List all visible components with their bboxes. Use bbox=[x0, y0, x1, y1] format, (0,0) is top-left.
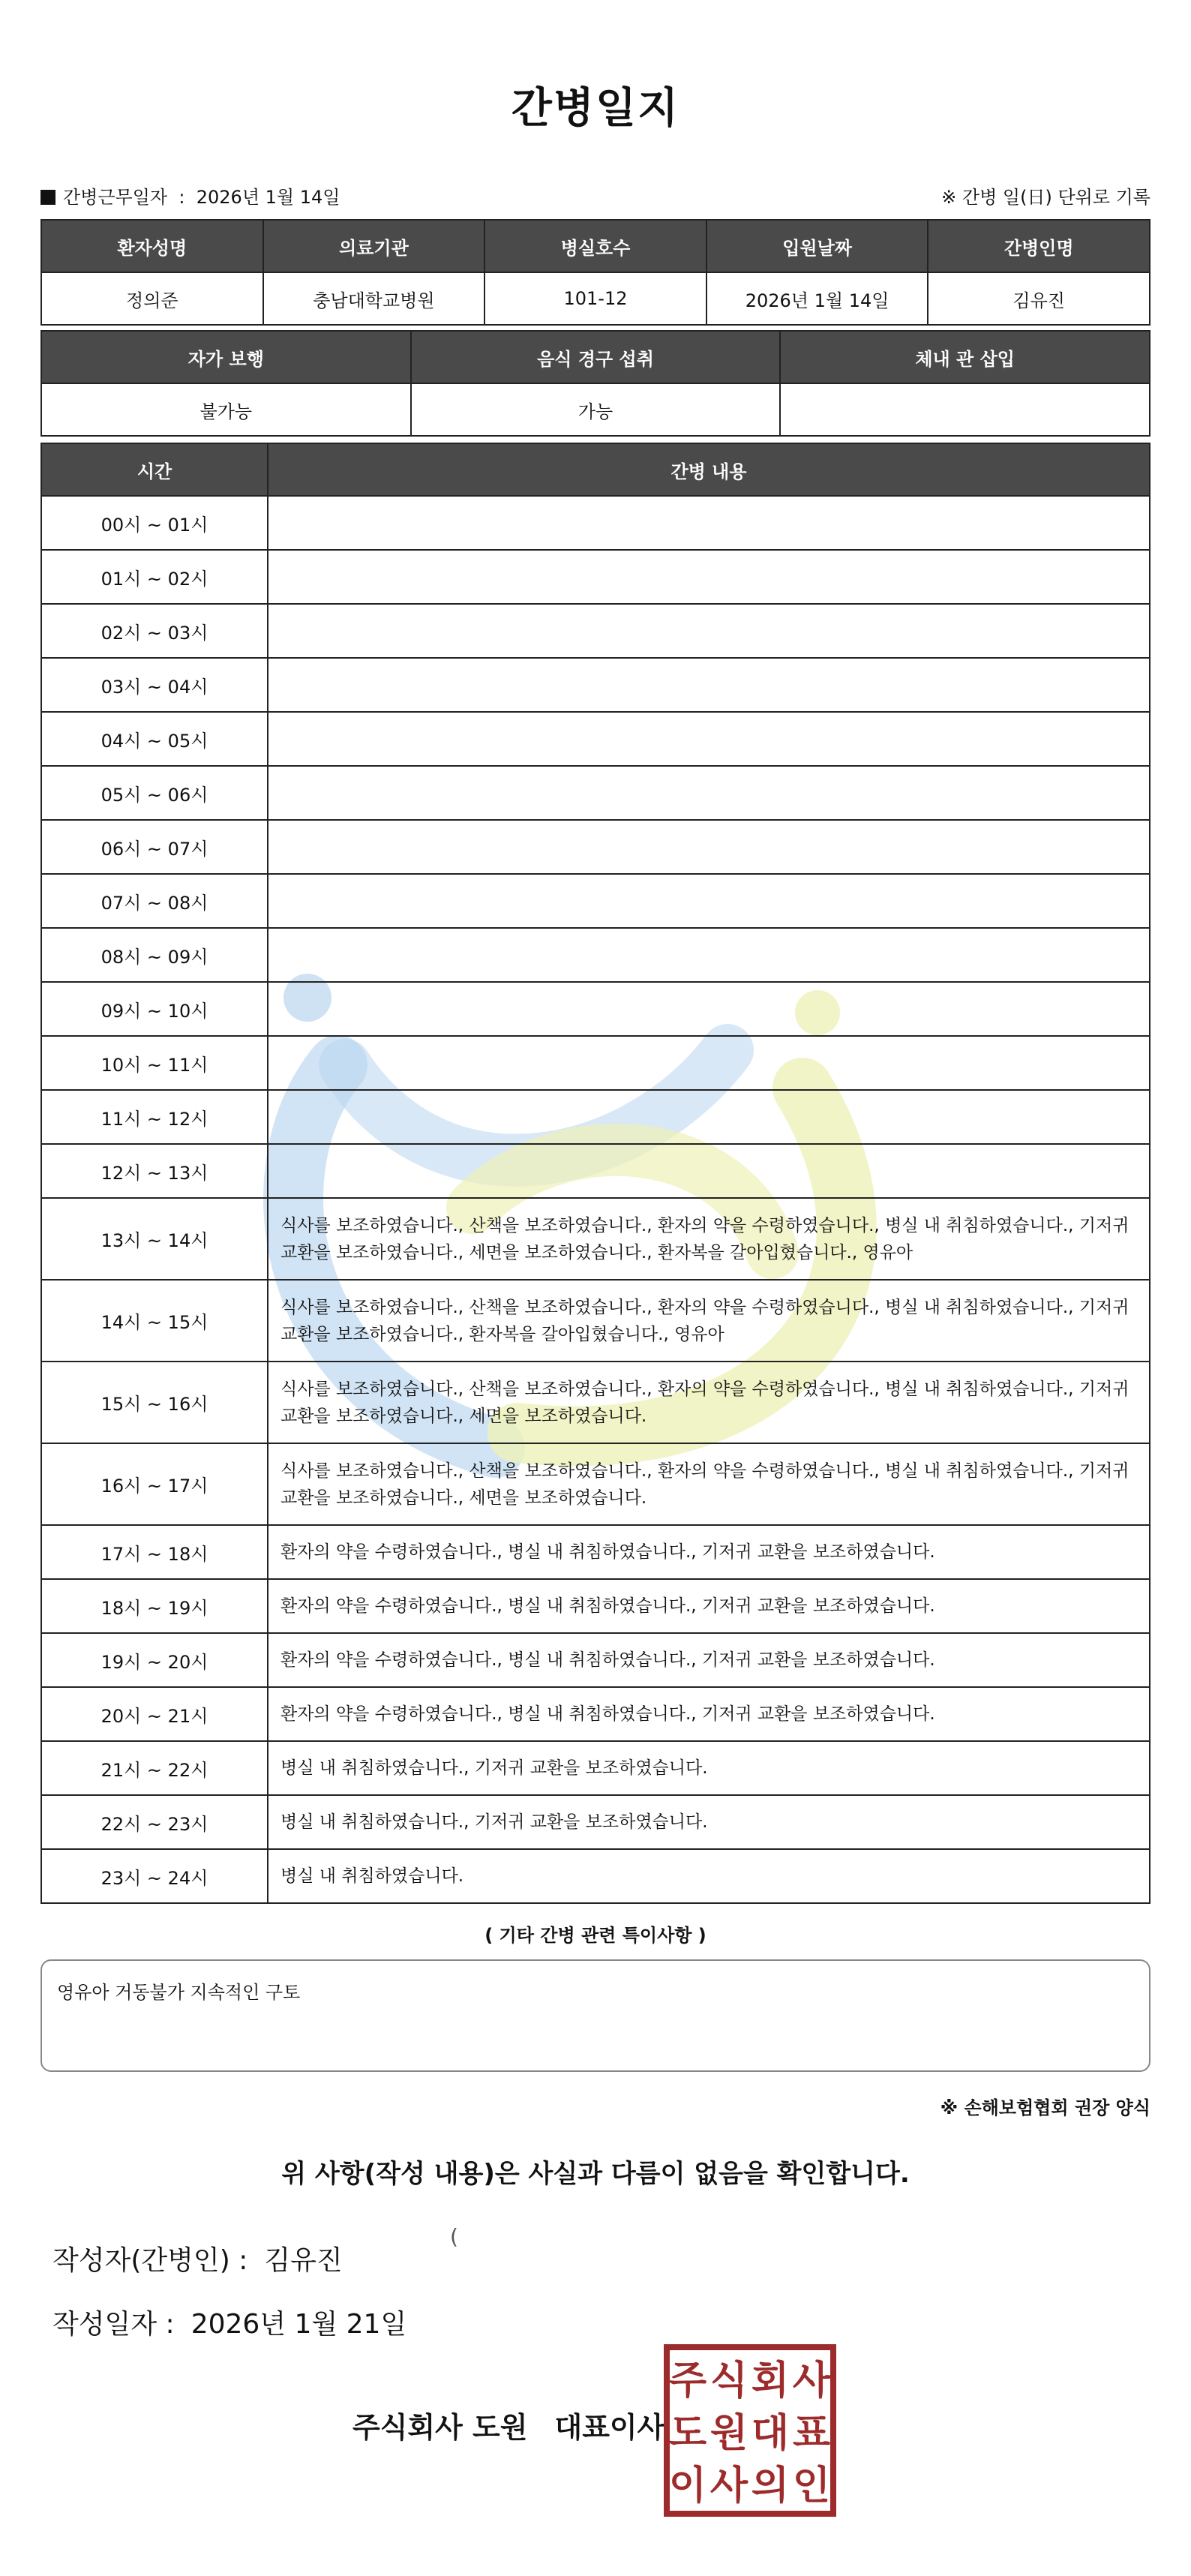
log-time: 18시 ~ 19시 bbox=[41, 1579, 268, 1633]
log-row bbox=[41, 1849, 1150, 1903]
page-title: 간병일지 bbox=[511, 84, 680, 133]
seal-character: 도 bbox=[668, 2411, 707, 2456]
log-time: 07시 ~ 08시 bbox=[41, 874, 268, 928]
written-date-value: 2026년 1월 21일 bbox=[190, 2309, 407, 2340]
log-time: 10시 ~ 11시 bbox=[41, 1036, 268, 1090]
log-row bbox=[41, 874, 1150, 928]
log-row bbox=[41, 658, 1150, 712]
log-row bbox=[41, 1443, 1150, 1525]
info-value: 충남대학교병원 bbox=[263, 272, 485, 325]
etc-section-title: ( 기타 간병 관련 특이사항 ) bbox=[484, 1925, 706, 1946]
writer-label: 작성자(간병인) : bbox=[52, 2245, 248, 2276]
info-header: 간병인명 bbox=[928, 220, 1150, 272]
ability-value: 가능 bbox=[411, 383, 781, 436]
log-content bbox=[268, 1036, 1150, 1090]
log-time: 14시 ~ 15시 bbox=[41, 1280, 268, 1362]
log-row bbox=[41, 1741, 1150, 1795]
log-content: 식사를 보조하였습니다., 산책을 보조하였습니다., 환자의 약을 수령하였습니다., 병실 내 취침하였습니다., 기저귀 교환을 보조하였습니다., 세면을 보조하였습니다. bbox=[268, 1362, 1150, 1443]
patient-info-table bbox=[40, 219, 1150, 326]
log-row bbox=[41, 1362, 1150, 1443]
etc-notes-text: 영유아 거동불가 지속적인 구토 bbox=[57, 1982, 301, 2003]
log-time: 04시 ~ 05시 bbox=[41, 712, 268, 766]
etc-notes-box bbox=[40, 1959, 1150, 2072]
work-date bbox=[40, 182, 340, 209]
log-content: 식사를 보조하였습니다., 산책을 보조하였습니다., 환자의 약을 수령하였습니다., 병실 내 취침하였습니다., 기저귀 교환을 보조하였습니다., 환자복을 갈아입혔습니다., 영유아 bbox=[268, 1280, 1150, 1362]
log-time: 05시 ~ 06시 bbox=[41, 766, 268, 820]
seal-character: 사 bbox=[792, 2358, 831, 2403]
info-header: 입원날짜 bbox=[706, 220, 928, 272]
log-row bbox=[41, 1633, 1150, 1687]
log-row bbox=[41, 1525, 1150, 1579]
log-time: 23시 ~ 24시 bbox=[41, 1849, 268, 1903]
log-row bbox=[41, 604, 1150, 658]
work-date-value: 2026년 1월 14일 bbox=[196, 186, 340, 208]
log-row bbox=[41, 1144, 1150, 1198]
log-time: 06시 ~ 07시 bbox=[41, 820, 268, 874]
log-row bbox=[41, 712, 1150, 766]
log-row bbox=[41, 1795, 1150, 1849]
seal-character: 식 bbox=[710, 2358, 748, 2403]
company-seal bbox=[664, 2344, 836, 2517]
log-time: 16시 ~ 17시 bbox=[41, 1443, 268, 1525]
log-time: 09시 ~ 10시 bbox=[41, 982, 268, 1036]
log-content bbox=[268, 1144, 1150, 1198]
log-time: 11시 ~ 12시 bbox=[41, 1090, 268, 1144]
form-notice: ※ 손해보험협회 권장 양식 bbox=[940, 2097, 1150, 2118]
log-header-content: 간병 내용 bbox=[268, 443, 1150, 496]
log-content bbox=[268, 928, 1150, 982]
company-line bbox=[352, 2404, 664, 2445]
company-rep: 대표이사 bbox=[554, 2411, 665, 2444]
log-content: 식사를 보조하였습니다., 산책을 보조하였습니다., 환자의 약을 수령하였습니다., 병실 내 취침하였습니다., 기저귀 교환을 보조하였습니다., 세면을 보조하였습니다. bbox=[268, 1443, 1150, 1525]
log-content bbox=[268, 712, 1150, 766]
log-time: 02시 ~ 03시 bbox=[41, 604, 268, 658]
log-content bbox=[268, 604, 1150, 658]
log-row bbox=[41, 1579, 1150, 1633]
seal-character: 사 bbox=[710, 2463, 748, 2508]
writer-name: 김유진 bbox=[264, 2245, 343, 2276]
seal-character: 회 bbox=[751, 2358, 790, 2403]
log-content: 식사를 보조하였습니다., 산책을 보조하였습니다., 환자의 약을 수령하였습니다., 병실 내 취침하였습니다., 기저귀 교환을 보조하였습니다., 세면을 보조하였습니다., 환자복을 갈아입혔습니다., 영유아 bbox=[268, 1198, 1150, 1280]
work-date-separator: : bbox=[178, 186, 185, 208]
ability-header: 음식 경구 섭취 bbox=[411, 331, 781, 383]
patient-ability-table bbox=[40, 330, 1150, 437]
seal-character: 표 bbox=[792, 2411, 831, 2456]
ability-value: 불가능 bbox=[41, 383, 411, 436]
company-name: 주식회사 도원 bbox=[352, 2411, 528, 2444]
log-content bbox=[268, 496, 1150, 550]
log-row bbox=[41, 1280, 1150, 1362]
info-header: 환자성명 bbox=[41, 220, 263, 272]
log-row bbox=[41, 820, 1150, 874]
log-time: 03시 ~ 04시 bbox=[41, 658, 268, 712]
info-header: 병실호수 bbox=[484, 220, 706, 272]
info-header: 의료기관 bbox=[263, 220, 485, 272]
log-time: 15시 ~ 16시 bbox=[41, 1362, 268, 1443]
seal-character: 이 bbox=[668, 2463, 707, 2508]
log-row bbox=[41, 982, 1150, 1036]
meta-row bbox=[40, 180, 1150, 210]
info-value: 정의준 bbox=[41, 272, 263, 325]
written-date-line bbox=[52, 2303, 406, 2341]
info-value: 김유진 bbox=[928, 272, 1150, 325]
log-time: 19시 ~ 20시 bbox=[41, 1633, 268, 1687]
log-content bbox=[268, 874, 1150, 928]
signature-mark: ( bbox=[450, 2224, 458, 2249]
log-content: 병실 내 취침하였습니다., 기저귀 교환을 보조하였습니다. bbox=[268, 1795, 1150, 1849]
log-time: 00시 ~ 01시 bbox=[41, 496, 268, 550]
record-unit-note: ※ 간병 일(日) 단위로 기록 bbox=[941, 186, 1150, 208]
log-row bbox=[41, 496, 1150, 550]
log-content: 환자의 약을 수령하였습니다., 병실 내 취침하였습니다., 기저귀 교환을 보조하였습니다. bbox=[268, 1687, 1150, 1741]
log-row bbox=[41, 766, 1150, 820]
log-content: 환자의 약을 수령하였습니다., 병실 내 취침하였습니다., 기저귀 교환을 보조하였습니다. bbox=[268, 1633, 1150, 1687]
log-time: 13시 ~ 14시 bbox=[41, 1198, 268, 1280]
log-time: 20시 ~ 21시 bbox=[41, 1687, 268, 1741]
log-header-time: 시간 bbox=[41, 443, 268, 496]
log-content: 환자의 약을 수령하였습니다., 병실 내 취침하였습니다., 기저귀 교환을 보조하였습니다. bbox=[268, 1525, 1150, 1579]
log-content bbox=[268, 766, 1150, 820]
log-content bbox=[268, 550, 1150, 604]
written-date-label: 작성일자 : bbox=[52, 2309, 175, 2340]
log-time: 22시 ~ 23시 bbox=[41, 1795, 268, 1849]
log-time: 17시 ~ 18시 bbox=[41, 1525, 268, 1579]
log-content: 환자의 약을 수령하였습니다., 병실 내 취침하였습니다., 기저귀 교환을 보조하였습니다. bbox=[268, 1579, 1150, 1633]
log-content bbox=[268, 1090, 1150, 1144]
info-value: 2026년 1월 14일 bbox=[706, 272, 928, 325]
log-row bbox=[41, 1687, 1150, 1741]
log-content bbox=[268, 658, 1150, 712]
writer-line bbox=[52, 2224, 458, 2277]
log-time: 08시 ~ 09시 bbox=[41, 928, 268, 982]
log-row bbox=[41, 1090, 1150, 1144]
log-row bbox=[41, 1036, 1150, 1090]
seal-character: 원 bbox=[710, 2411, 748, 2456]
log-content bbox=[268, 820, 1150, 874]
log-row bbox=[41, 550, 1150, 604]
care-log-table bbox=[40, 443, 1150, 1904]
log-row bbox=[41, 1198, 1150, 1280]
log-content bbox=[268, 982, 1150, 1036]
log-time: 01시 ~ 02시 bbox=[41, 550, 268, 604]
log-content: 병실 내 취침하였습니다. bbox=[268, 1849, 1150, 1903]
log-time: 12시 ~ 13시 bbox=[41, 1144, 268, 1198]
seal-character: 주 bbox=[668, 2358, 707, 2403]
info-value: 101-12 bbox=[484, 272, 706, 325]
square-bullet-icon bbox=[40, 190, 56, 205]
log-time: 21시 ~ 22시 bbox=[41, 1741, 268, 1795]
seal-character: 의 bbox=[751, 2463, 790, 2508]
ability-value bbox=[780, 383, 1150, 436]
confirmation-statement: 위 사항(작성 내용)은 사실과 다름이 없음을 확인합니다. bbox=[281, 2159, 910, 2189]
ability-header: 체내 관 삽입 bbox=[780, 331, 1150, 383]
work-date-label: 간병근무일자 bbox=[63, 186, 168, 208]
ability-header: 자가 보행 bbox=[41, 331, 411, 383]
log-content: 병실 내 취침하였습니다., 기저귀 교환을 보조하였습니다. bbox=[268, 1741, 1150, 1795]
log-row bbox=[41, 928, 1150, 982]
seal-character: 인 bbox=[792, 2463, 831, 2508]
seal-character: 대 bbox=[751, 2411, 790, 2456]
